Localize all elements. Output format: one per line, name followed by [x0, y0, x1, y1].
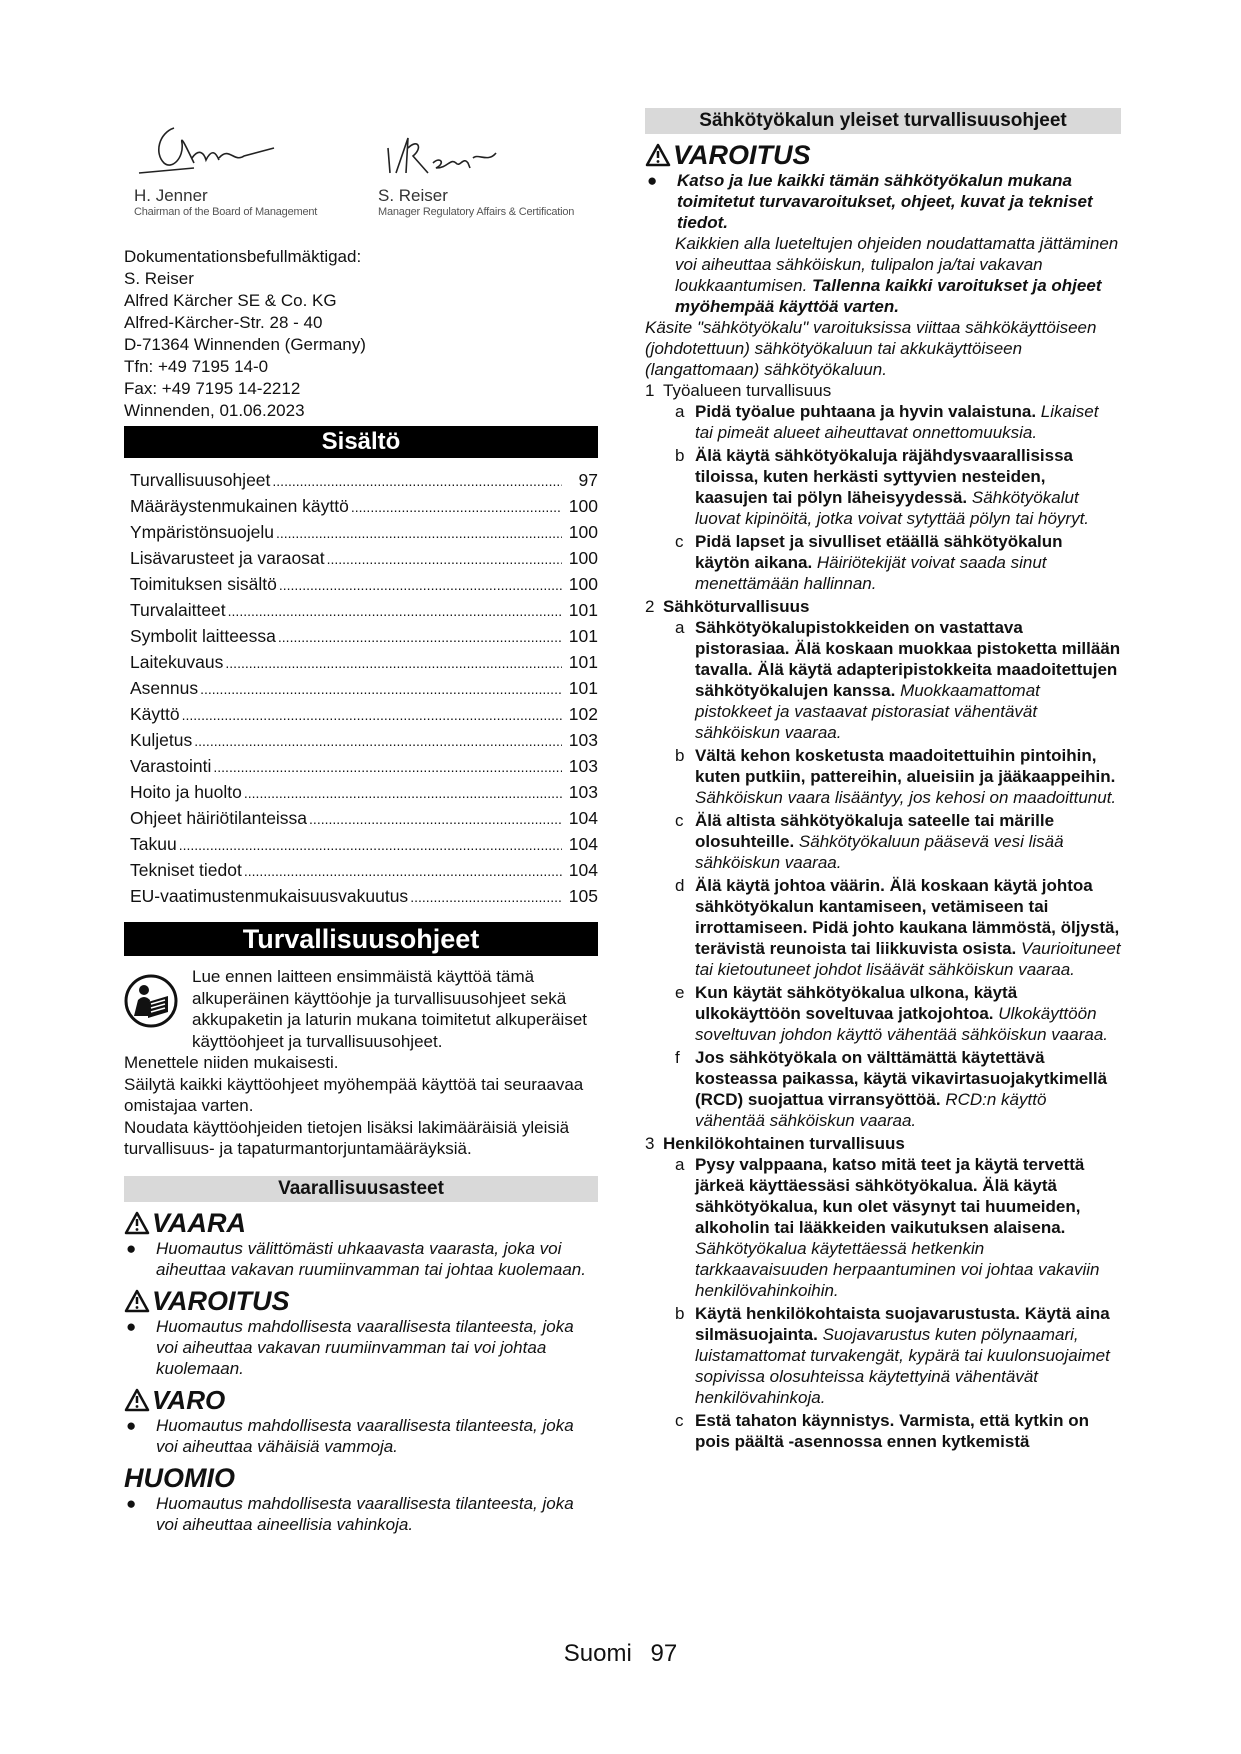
section-number: 3 — [645, 1134, 655, 1153]
hazard-text: Huomautus mahdollisesta vaarallisesta tilanteesta, joka voi aiheuttaa vakavan ruumiinvamman tai voi johtaa kuolemaan. — [156, 1316, 574, 1378]
toc-item-title: Turvallisuusohjeet — [130, 470, 271, 490]
item-letter: a — [675, 402, 685, 421]
hazard-title: VAARA — [152, 1207, 246, 1238]
term-note: Käsite "sähkötyökalu" varoituksissa viittaa sähkökäyttöiseen (johdotettuun) sähkötyökaluun tai akkukäyttöiseen (langattomaan) sähkötyökaluun. — [645, 318, 1097, 379]
intro-text: Noudata käyttöohjeiden tietojen lisäksi lakimääräisiä yleisiä turvallisuus- ja tapaturmantorjuntamääräyksiä. — [124, 1117, 570, 1158]
toc-leader — [244, 781, 562, 806]
hazard-title: VARO — [152, 1384, 226, 1415]
toc-item[interactable] — [130, 754, 598, 780]
toc-item-page: 100 — [568, 522, 598, 542]
signature-role: Chairman of the Board of Management — [134, 206, 318, 218]
intro-text: Säilytä kaikki käyttöohjeet myöhempää käyttöä tai seuraavaa omistajaa varten. — [124, 1074, 584, 1115]
toc-item-title: Ympäristönsuojelu — [130, 522, 274, 542]
signature-name: H. Jenner — [134, 186, 208, 205]
hazard-level: VARO ● Huomautus mahdollisesta vaarallisesta tilanteesta, joka voi aiheuttaa vähäisiä vammoja. — [124, 1385, 598, 1457]
toc-item[interactable] — [130, 572, 598, 598]
toc-item-page: 100 — [568, 574, 598, 594]
warning-title: VAROITUS — [673, 140, 811, 170]
hazard-text: Huomautus mahdollisesta vaarallisesta tilanteesta, joka voi aiheuttaa vähäisiä vammoja. — [156, 1415, 574, 1456]
section-item — [645, 1303, 1121, 1408]
toc-leader — [276, 521, 562, 546]
section-item — [645, 982, 1121, 1045]
section-item — [645, 1154, 1121, 1301]
item-explanation: RCD:n käyttö vähentää sähköiskun vaaraa. — [695, 1090, 1047, 1130]
hazard-level: HUOMIO ● Huomautus mahdollisesta vaarallisesta tilanteesta, joka voi aiheuttaa aineellisia vahinkoja. — [124, 1463, 598, 1535]
hazard-title: HUOMIO — [124, 1462, 235, 1493]
toc-leader — [351, 495, 562, 520]
address-line: Winnenden, 01.06.2023 — [124, 401, 305, 420]
toc-item-title: Takuu — [130, 834, 177, 854]
toc-item-page: 97 — [578, 470, 598, 490]
toc-item-page: 100 — [568, 496, 598, 516]
item-instruction: Pidä lapset ja sivulliset etäällä sähkötyökalun käytön aikana. — [695, 532, 1063, 572]
item-explanation: Suojavarustus kuten pölynaamari, luistamattomat turvakengät, kypärä tai kuulonsuojaimet sopivissa olosuhteissa käytettyinä vähentävät henkilövahinkoja. — [695, 1325, 1110, 1407]
hazard-text: Huomautus välittömästi uhkaavasta vaarasta, joka voi aiheuttaa vakavan ruumiinvamman tai johtaa kuolemaan. — [156, 1238, 586, 1279]
item-explanation: Ulkokäyttöön soveltuvan johdon käyttö vähentää sähköiskun vaaraa. — [695, 1004, 1108, 1044]
item-instruction: Pysy valppaana, katso mitä teet ja käytä tervettä järkeä käyttäessäsi sähkötyökalua. Älä käytä sähkötyökalua, kun olet väsynyt tai huumeiden, alkoholin tai lääkkeiden vaikutuksen alaisena. — [695, 1155, 1085, 1237]
toc-item[interactable] — [130, 520, 598, 546]
signature-block — [378, 118, 574, 218]
item-letter: a — [675, 618, 685, 637]
item-explanation: Sähkötyökalua käytettäessä hetkenkin tarkkaavaisuuden herpaantuminen voi johtaa vakaviin henkilövahinkoihin. — [695, 1239, 1100, 1300]
toc-item[interactable] — [130, 832, 598, 858]
address-line: Fax: +49 7195 14-2212 — [124, 379, 301, 398]
toc-item-title: Käyttö — [130, 704, 180, 724]
hazard-level: VAROITUS ● Huomautus mahdollisesta vaarallisesta tilanteesta, joka voi aiheuttaa vakavan ruumiinvamman tai voi johtaa kuolemaan. — [124, 1286, 598, 1379]
item-letter: f — [675, 1048, 680, 1067]
toc-item-page: 101 — [568, 600, 598, 620]
hazard-title: VAROITUS — [152, 1285, 290, 1316]
item-explanation: Sähköiskun vaara lisääntyy, jos kehosi on maadoittunut. — [695, 788, 1117, 807]
intro-text: Lue ennen laitteen ensimmäistä käyttöä tämä alkuperäinen käyttöohje ja turvallisuusohjeet sekä akkupaketin ja laturin mukana toimitetut alkuperäiset käyttöohjeet ja turvallisuusohjeet. — [192, 967, 587, 1051]
address-line: S. Reiser — [124, 269, 194, 288]
signature-icon — [134, 118, 284, 188]
toc-leader — [225, 651, 562, 676]
toc-item-page: 103 — [568, 782, 598, 802]
right-column: Sähkötyökalun yleiset turvallisuusohjeet VAROITUS ● Katso ja lue kaikki tämän sähkötyökalun mukana toimitetut turvavaroitukset, ohjeet, kuvat ja tekniset tiedot. Kaikkien alla lueteltujen ohjeiden noudattamatta jättäminen voi aiheuttaa sähköiskun, tulipalon ja/tai vakavan loukkaantumisen. Tallenna kaikki varoitukset ja ohjeet myöhempää käyttöä varten. Käsite "sähkötyökalu" varoituksissa viittaa sähkökäyttöiseen (johdotettuun) sähkötyökaluun tai akkukäyttöiseen (langattomaan) sähkötyökaluun. 1 Työalueen turvallisuus a Pidä työalue puhtaana ja hyvin valaistuna. Likaiset tai pimeät alueet aiheuttavat onnettomuuksia. b Älä käytä sähkötyökaluja räjähdysvaarallisissa tiloissa, kuten herkästi syttyvien nesteiden, kaasujen tai pölyn läheisyydessä. Sähkötyökalut luovat kipinöitä, jotka voivat sytyttää pölyn tai höyryt. c Pidä lapset ja sivulliset etäällä sähkötyökalun käytön aikana. Häiriötekijät voivat saada sinut menettämään hallinnan. 2 Sähköturvallisuus a Sähkötyökalupistokkeiden on vastattava pistorasiaa. Älä koskaan muokkaa pistoketta millään tavalla. Älä käytä adapteripistokkeita maadoitettujen sähkötyökalujen kanssa. Muokkaamattomat pistokkeet ja vastaavat pistorasiat vähentävät sähköiskun vaaraa. b Vältä kehon kosketusta maadoitettuihin pintoihin, kuten putkiin, pattereihin, alueisiin ja jääkaappeihin. Sähköiskun vaara lisääntyy, jos kehosi on maadoittunut. c Älä altista sähkötyökaluja sateelle tai märille olosuhteille. Sähkötyökaluun pääsevä vesi lisää sähköiskun vaaraa. d Älä käytä johtoa väärin. Älä koskaan käytä johtoa sähkötyökalun kantamiseen, vetämiseen tai irrottamiseen. Pidä johto kaukana lämmöstä, öljystä, terävistä reunoista tai liikkuvista osista. Vaurioituneet tai kietoutuneet johdot lisäävät sähköiskun vaaraa. e Kun käytät sähkötyökalua ulkona, käytä ulkokäyttöön soveltuvaa jatkojohtoa. Ulkokäyttöön soveltuvan johdon käyttö vähentää sähköiskun vaaraa. f Jos sähkötyökala on välttämättä käytettävä kosteassa paikassa, käytä vikavirtasuojakytkimellä (RCD) suojattua virransyöttöä. RCD:n käyttö vähentää sähköiskun vaaraa. 3 Henkilökohtainen turvallisuus a Pysy valppaana, katso mitä teet ja käytä tervettä järkeä käyttäessäsi sähkötyökalua. Älä käytä sähkötyökalua, kun olet väsynyt tai huumeiden, alkoholin tai lääkkeiden vaikutuksen alaisena. Sähkötyökalua käytettäessä hetkenkin tarkkaavaisuuden herpaantuminen voi johtaa vakaviin henkilövahinkoihin. b Käytä henkilökohtaista suojavarustusta. Käytä aina silmäsuojainta. Suojavarustus kuten pölynaamari, luistamattomat turvakengät, kypärä tai kuulonsuojaimet sopivissa olosuhteissa käytettyinä vähentävät henkilövahinkoja. c Estä tahaton käynnistys. Varmista, että kytkin on pois päältä -asennossa ennen kytkemistä — [645, 110, 1121, 1451]
hazard-heading: Vaarallisuusasteet — [124, 1176, 598, 1202]
warning-triangle-icon — [124, 1388, 150, 1412]
item-explanation: Muokkaamattomat pistokkeet ja vastaavat pistorasiat vähentävät sähköiskun vaaraa. — [695, 681, 1040, 742]
section-item — [645, 531, 1121, 594]
toc-item[interactable] — [130, 676, 598, 702]
signature-icon — [378, 118, 508, 188]
section-item — [645, 875, 1121, 980]
toc-leader — [182, 703, 562, 728]
item-explanation: Vaurioituneet tai kietoutuneet johdot lisäävät sähköiskun vaaraa. — [695, 939, 1121, 979]
item-explanation: Likaiset tai pimeät alueet aiheuttavat onnettomuuksia. — [695, 402, 1099, 442]
warning-triangle-icon — [645, 143, 671, 167]
section-title: Sähköturvallisuus — [663, 597, 810, 616]
item-instruction: Älä käytä sähkötyökaluja räjähdysvaarallisissa tiloissa, kuten herkästi syttyvien nesteiden, kaasujen tai pölyn läheisyydessä. — [695, 446, 1074, 507]
signatures — [124, 118, 598, 244]
section-item — [645, 445, 1121, 529]
item-instruction: Vältä kehon kosketusta maadoitettuihin pintoihin, kuten putkiin, pattereihin, alueisiin ja jääkaappeihin. — [695, 746, 1116, 786]
section-title: Työalueen turvallisuus — [663, 381, 832, 400]
toc-item[interactable] — [130, 624, 598, 650]
toc-item[interactable] — [130, 468, 598, 494]
address-line: Alfred Kärcher SE & Co. KG — [124, 291, 337, 310]
item-instruction: Jos sähkötyökala on välttämättä käytettävä kosteassa paikassa, käytä vikavirtasuojakytkimellä (RCD) suojattua virransyöttöä. — [695, 1048, 1108, 1109]
toc-leader — [410, 885, 562, 910]
safety-heading: Turvallisuusohjeet — [124, 922, 598, 956]
item-letter: b — [675, 746, 685, 765]
toc-item-page: 103 — [568, 730, 598, 750]
item-letter: b — [675, 1304, 685, 1323]
item-explanation: Sähkötyökalut luovat kipinöitä, jotka voivat sytyttää pölyn tai höyryt. — [695, 488, 1090, 528]
left-column — [124, 118, 598, 1535]
toc-item[interactable] — [130, 650, 598, 676]
toc-item-title: Asennus — [130, 678, 199, 698]
toc-leader — [194, 729, 562, 754]
item-explanation: Häiriötekijät voivat saada sinut menettämään hallinnan. — [695, 553, 1047, 593]
warning-triangle-icon — [124, 1211, 150, 1235]
toc-item[interactable] — [130, 702, 598, 728]
address-line: D-71364 Winnenden (Germany) — [124, 335, 366, 354]
toc-leader — [228, 599, 562, 624]
toc-item[interactable] — [130, 780, 598, 806]
item-instruction: Kun käytät sähkötyökalua ulkona, käytä ulkokäyttöön soveltuvaa jatkojohtoa. — [695, 983, 1018, 1023]
item-letter: b — [675, 446, 685, 465]
warning-triangle-icon — [124, 1289, 150, 1313]
address-line: Alfred-Kärcher-Str. 28 - 40 — [124, 313, 323, 332]
toc-item[interactable] — [130, 884, 598, 910]
item-letter: d — [675, 876, 685, 895]
toc-leader — [200, 677, 562, 702]
toc-item-page: 104 — [568, 860, 598, 880]
toc-item-title: Varastointi — [130, 756, 212, 776]
toc-item[interactable] — [130, 546, 598, 572]
address-label: Dokumentationsbefullmäktigad: — [124, 247, 362, 266]
toc-item[interactable] — [130, 858, 598, 884]
section-item — [645, 617, 1121, 743]
manual-reading-icon — [124, 966, 192, 1052]
hazard-level: VAARA ● Huomautus välittömästi uhkaavasta vaarasta, joka voi aiheuttaa vakavan ruumiinvamman tai johtaa kuolemaan. — [124, 1208, 598, 1280]
toc-item-page: 101 — [568, 652, 598, 672]
section-item — [645, 1047, 1121, 1131]
item-letter: c — [675, 1411, 684, 1430]
item-explanation: Sähkötyökaluun pääsevä vesi lisää sähköiskun vaaraa. — [695, 832, 1064, 872]
signature-name: S. Reiser — [378, 186, 448, 205]
toc-heading: Sisältö — [124, 426, 598, 458]
toc-leader — [327, 547, 562, 572]
toc-item-title: EU-vaatimustenmukaisuusvakuutus — [130, 886, 409, 906]
item-letter: c — [675, 811, 684, 830]
item-letter: c — [675, 532, 684, 551]
item-instruction: Pidä työalue puhtaana ja hyvin valaistuna. — [695, 402, 1037, 421]
section-heading — [645, 380, 1121, 401]
page-footer — [0, 1640, 1241, 1668]
section-item — [645, 745, 1121, 808]
toc-item-page: 104 — [568, 808, 598, 828]
hazard-text: Huomautus mahdollisesta vaarallisesta tilanteesta, joka voi aiheuttaa aineellisia vahinkoja. — [156, 1493, 574, 1534]
toc-leader — [179, 833, 562, 858]
address-line: Tfn: +49 7195 14-0 — [124, 357, 269, 376]
toc-item-title: Toimituksen sisältö — [130, 574, 277, 594]
item-instruction: Sähkötyökalupistokkeiden on vastattava pistorasiaa. Älä koskaan muokkaa pistoketta millään tavalla. Älä käytä adapteripistokkeita maadoitettujen sähkötyökalujen kanssa. — [695, 618, 1121, 700]
intro-text: Menettele niiden mukaisesti. — [124, 1053, 339, 1072]
toc-leader — [279, 573, 562, 598]
safety-intro — [124, 966, 598, 1160]
toc-item-page: 100 — [568, 548, 598, 568]
address-block — [124, 246, 598, 422]
toc-item-page: 105 — [568, 886, 598, 906]
toc-item-page: 103 — [568, 756, 598, 776]
toc-item-title: Laitekuvaus — [130, 652, 224, 672]
toc-item[interactable] — [130, 728, 598, 754]
toc-item-title: Turvalaitteet — [130, 600, 226, 620]
toc-leader — [244, 859, 562, 884]
section-title: Henkilökohtainen turvallisuus — [663, 1134, 905, 1153]
toc-item-page: 102 — [568, 704, 598, 724]
signature-role: Manager Regulatory Affairs & Certification — [378, 206, 575, 218]
toc-leader — [278, 625, 562, 650]
toc-item-title: Tekniset tiedot — [130, 860, 242, 880]
toc-item-title: Määräystenmukainen käyttö — [130, 496, 349, 516]
item-instruction: Älä käytä johtoa väärin. Älä koskaan käytä johtoa sähkötyökalun kantamiseen, vetämiseen tai irrottamiseen. Pidä johto kaukana lämmöstä, öljystä, terävistä reunoista tai liikkuvista osista. — [695, 876, 1120, 958]
item-instruction: Älä altista sähkötyökaluja sateelle tai märille olosuhteille. — [695, 811, 1055, 851]
footer-language: Suomi — [563, 1640, 632, 1667]
table-of-contents — [124, 468, 598, 910]
section-heading — [645, 1133, 1121, 1154]
section-item — [645, 1410, 1121, 1452]
section-item — [645, 401, 1121, 443]
toc-item-title: Ohjeet häiriötilanteissa — [130, 808, 308, 828]
general-heading: Sähkötyökalun yleiset turvallisuusohjeet — [645, 108, 1121, 134]
toc-item-page: 104 — [568, 834, 598, 854]
section-item — [645, 810, 1121, 873]
section-number: 2 — [645, 597, 655, 616]
toc-item[interactable] — [130, 494, 598, 520]
page-number: 97 — [650, 1640, 678, 1667]
toc-item-title: Lisävarusteet ja varaosat — [130, 548, 325, 568]
section-heading — [645, 596, 1121, 617]
toc-item-page: 101 — [568, 678, 598, 698]
toc-leader — [309, 807, 562, 832]
toc-item-title: Kuljetus — [130, 730, 193, 750]
toc-item[interactable] — [130, 806, 598, 832]
safety-sections — [645, 380, 1121, 1452]
toc-item-page: 101 — [568, 626, 598, 646]
toc-item-title: Hoito ja huolto — [130, 782, 242, 802]
section-number: 1 — [645, 381, 655, 400]
item-instruction: Käytä henkilökohtaista suojavarustusta. Käytä aina silmäsuojainta. — [695, 1304, 1110, 1344]
warning-note: Kaikkien alla lueteltujen ohjeiden noudattamatta jättäminen voi aiheuttaa sähköiskun, tulipalon ja/tai vakavan loukkaantumisen. Tallenna kaikki varoitukset ja ohjeet myöhempää käyttöä varten. — [675, 234, 1119, 316]
warning-bullet: Katso ja lue kaikki tämän sähkötyökalun mukana toimitetut turvavaroitukset, ohjeet, kuvat ja tekniset tiedot. — [677, 171, 1093, 232]
signature-block — [134, 118, 317, 218]
item-instruction: Estä tahaton käynnistys. Varmista, että kytkin on pois päältä -asennossa ennen kytkemistä — [695, 1411, 1089, 1451]
toc-leader — [272, 469, 562, 494]
item-letter: e — [675, 983, 685, 1002]
toc-leader — [213, 755, 562, 780]
toc-item[interactable] — [130, 598, 598, 624]
item-letter: a — [675, 1155, 685, 1174]
toc-item-title: Symbolit laitteessa — [130, 626, 276, 646]
